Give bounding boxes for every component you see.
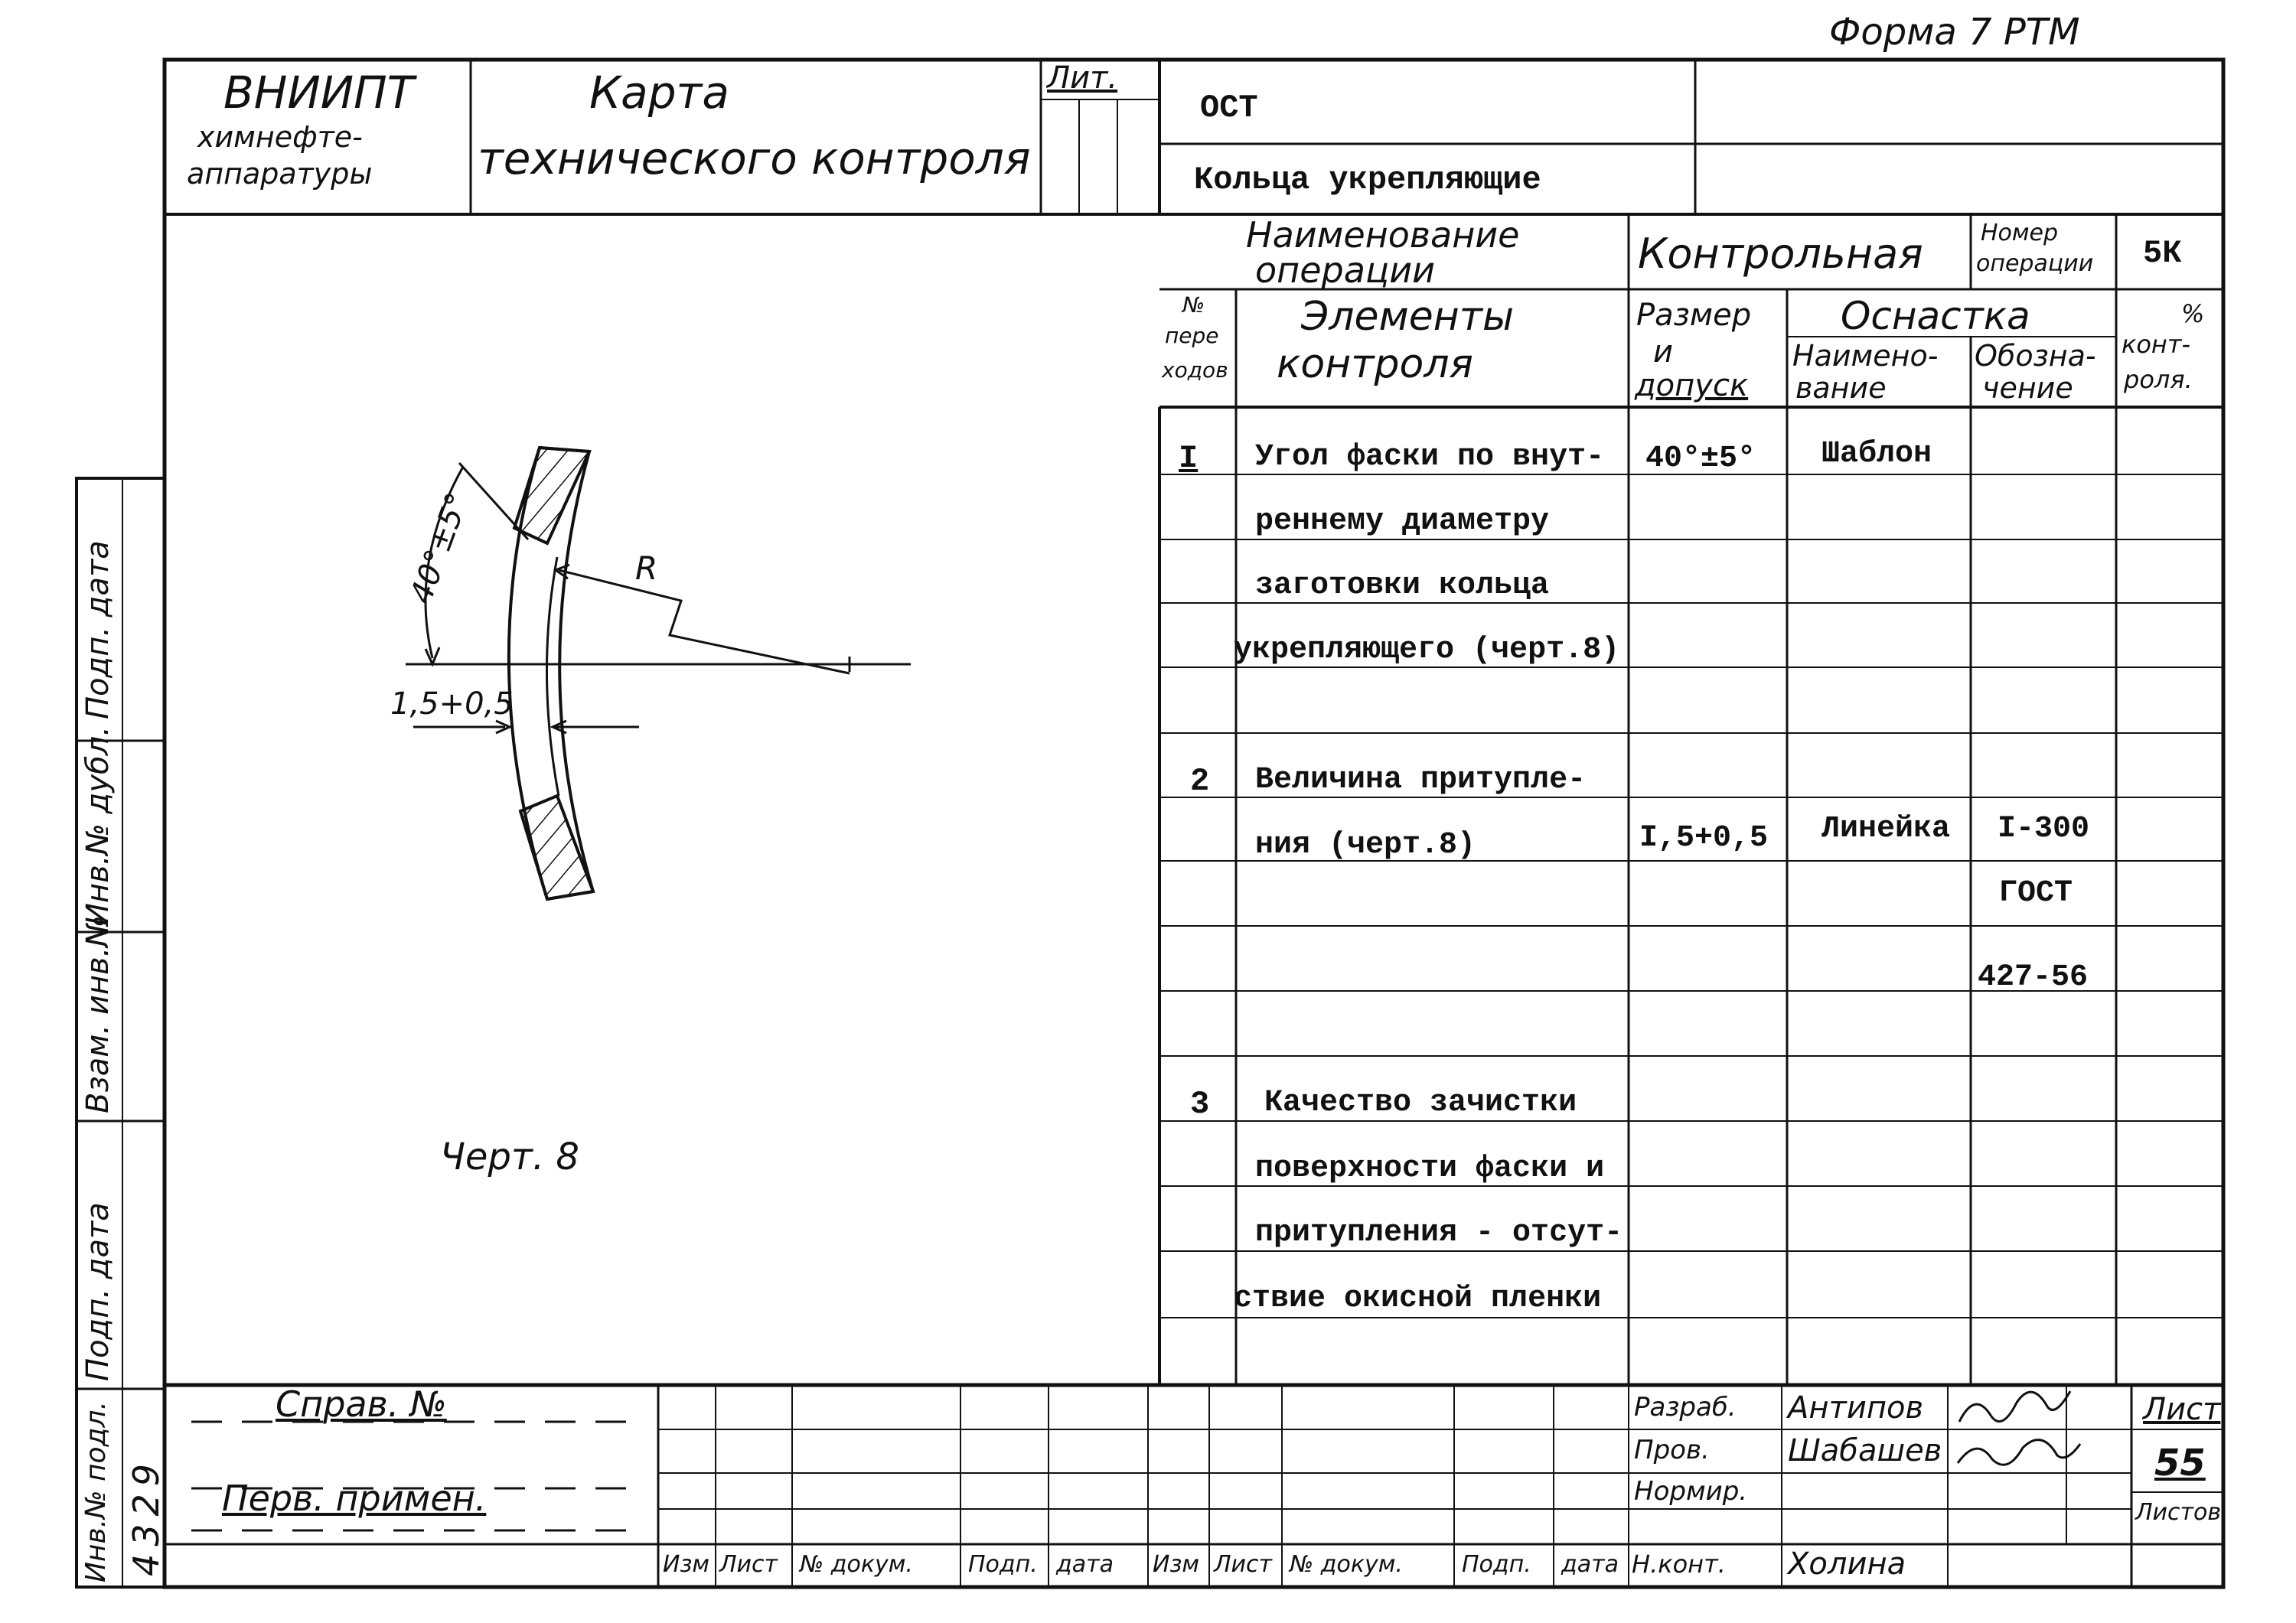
part-name: Кольца укрепляющие	[1194, 161, 1541, 198]
lit-label: Лит.	[1047, 60, 1118, 96]
side-label-duplicate-inventory: Инв.№ дубл.	[80, 726, 116, 926]
tooling-header: Оснастка	[1841, 294, 2030, 338]
first-use-label: Перв. примен.	[222, 1478, 487, 1519]
angle-dimension-label: 40°±5°	[403, 488, 476, 608]
tool-code-header-1: Обозна-	[1975, 339, 2096, 373]
row-2-code-1: I-300	[1998, 812, 2090, 846]
organization-name: ВНИИПТ	[223, 67, 415, 119]
caption-sheet-1: Лист	[719, 1551, 778, 1578]
organization-subtitle-1: химнефте-	[197, 120, 363, 154]
signature-checker	[1958, 1440, 2080, 1465]
drawing-caption: Черт. 8	[440, 1136, 579, 1178]
document-title-line-1: Карта	[589, 67, 729, 119]
role-checker: Пров.	[1634, 1435, 1710, 1465]
tool-code-header-2: чение	[1982, 371, 2073, 405]
row-1-tool: Шаблон	[1821, 437, 1932, 471]
side-label-original-inventory: Инв.№ подл.	[80, 1401, 112, 1582]
sheet-label: Лист	[2143, 1392, 2221, 1427]
signature-developer	[1959, 1391, 2070, 1422]
size-header-3: допуск	[1635, 368, 1749, 403]
elements-header-1: Элементы	[1301, 294, 1515, 340]
caption-change-2: Изм	[1153, 1551, 1200, 1578]
caption-date-1: дата	[1056, 1551, 1114, 1578]
inventory-number: 4329	[126, 1455, 167, 1576]
operation-name-value: Контрольная	[1638, 230, 1923, 278]
percent-header-2: конт-	[2122, 330, 2191, 359]
row-1-text-3: заготовки кольца	[1255, 569, 1550, 603]
row-3-number: 3	[1190, 1086, 1210, 1123]
side-label-replacement-inventory: Взам. инв.№	[80, 915, 116, 1113]
radius-label: R	[635, 549, 658, 587]
percent-header-3: роля.	[2124, 365, 2193, 394]
row-1-size: 40°±5°	[1645, 442, 1756, 476]
row-2-code-3: 427-56	[1978, 960, 2089, 995]
bevel-dimension-label: 1,5+0,5	[390, 686, 514, 722]
steps-header-1: №	[1182, 292, 1205, 318]
sheets-total-label: Листов	[2135, 1499, 2222, 1526]
role-norm-control: Н.конт.	[1632, 1550, 1726, 1579]
row-1-text-2: реннему диаметру	[1255, 504, 1550, 539]
row-2-size: I,5+0,5	[1639, 821, 1769, 855]
name-checker: Шабашев	[1788, 1433, 1942, 1468]
operation-number-value: 5К	[2143, 235, 2182, 272]
side-label-signature-date-1: Подп. дата	[80, 540, 116, 719]
operation-number-label-1: Номер	[1981, 220, 2059, 246]
size-header-1: Размер	[1636, 298, 1752, 333]
row-2-text-2: ния (черт.8)	[1255, 828, 1476, 862]
operation-name-label-2: операции	[1255, 249, 1436, 291]
row-3-text-4: ствие окисной пленки	[1234, 1282, 1602, 1316]
caption-date-2: дата	[1561, 1551, 1619, 1578]
form-label: Форма 7 РТМ	[1829, 11, 2080, 54]
row-2-tool: Линейка	[1821, 812, 1951, 846]
tool-name-header-2: вание	[1795, 371, 1887, 405]
row-2-number: 2	[1190, 763, 1210, 800]
row-3-text-2: поверхности фаски и	[1255, 1152, 1605, 1186]
reference-number-label: Справ. №	[276, 1383, 447, 1425]
tool-name-header-1: Наимено-	[1792, 339, 1939, 373]
row-2-text-1: Величина притупле-	[1255, 763, 1587, 797]
organization-subtitle-2: аппаратуры	[187, 157, 373, 191]
caption-signature-2: Подп.	[1462, 1551, 1531, 1578]
row-3-text-3: притупления - отсут-	[1255, 1216, 1623, 1250]
caption-document-2: № докум.	[1290, 1551, 1403, 1578]
role-developer: Разраб.	[1634, 1392, 1737, 1423]
row-3-text-1: Качество зачистки	[1264, 1086, 1577, 1120]
percent-header-1: %	[2181, 299, 2205, 328]
caption-document-1: № докум.	[800, 1551, 913, 1578]
steps-header-2: пере	[1165, 323, 1219, 348]
caption-signature-1: Подп.	[968, 1551, 1038, 1578]
name-norm-control: Холина	[1788, 1546, 1906, 1582]
row-2-code-2: ГОСТ	[1999, 876, 2073, 911]
ost-label: ОСТ	[1200, 90, 1258, 126]
elements-header-2: контроля	[1277, 341, 1473, 387]
document-title-line-2: технического контроля	[478, 132, 1031, 184]
steps-header-3: ходов	[1162, 357, 1228, 383]
row-1-text-4: укрепляющего (черт.8)	[1234, 633, 1620, 667]
size-header-2: и	[1653, 334, 1673, 370]
side-label-signature-date-2: Подп. дата	[80, 1202, 116, 1381]
row-1-text-1: Угол фаски по внут-	[1255, 440, 1605, 474]
row-1-number: I	[1179, 440, 1199, 477]
operation-name-label-1: Наименование	[1246, 214, 1520, 256]
operation-number-label-2: операции	[1976, 250, 2094, 277]
sheet-number: 55	[2154, 1442, 2206, 1484]
caption-sheet-2: Лист	[1214, 1551, 1273, 1578]
caption-change-1: Изм	[663, 1551, 710, 1578]
role-standards: Нормир.	[1634, 1476, 1748, 1507]
name-developer: Антипов	[1788, 1390, 1924, 1426]
